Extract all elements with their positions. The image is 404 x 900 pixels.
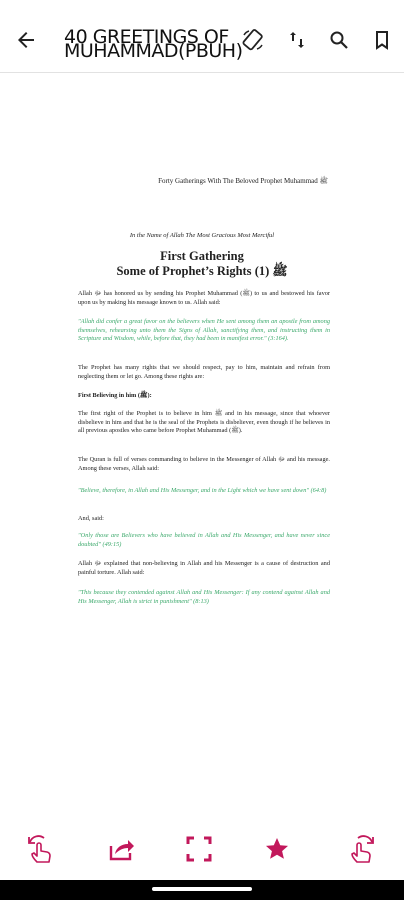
swipe-right-icon[interactable]: [344, 832, 378, 866]
bookmark-icon[interactable]: [370, 28, 394, 52]
paragraph-6: Allah ﷻ explained that non-believing in Allah and his Messenger is a cause of destruction and painful torture. Allah said:: [78, 560, 330, 576]
share-icon[interactable]: [104, 832, 138, 866]
paragraph-4: The Quran is full of verses commanding to believe in the Messenger of Allah ﷻ and his message. Among these verses, Allah said:: [78, 456, 330, 472]
search-icon[interactable]: [327, 28, 351, 52]
quote-2: "Believe, therefore, in Allah and His Messenger, and in the Light which we have sent down" (64:8): [78, 487, 327, 494]
section-heading: First Believing in him (ﷺ):: [78, 392, 152, 399]
screen-rotation-icon[interactable]: [241, 28, 265, 52]
swap-vertical-icon[interactable]: [285, 28, 309, 52]
paragraph-1: Allah ﷻ has honored us by sending his Prophet Muhammad (ﷺ) to us and bestowed his favor upon us by making his message known to us. Allah said:: [78, 290, 330, 306]
arrow-back-icon[interactable]: [14, 28, 38, 52]
gathering-subtitle: Some of Prophet’s Rights ﷺ (1): [116, 264, 288, 278]
gathering-title: First Gathering: [160, 249, 244, 263]
home-gesture-pill[interactable]: [152, 887, 252, 891]
book-header: Forty Gatherings With The Beloved Prophet Muhammad ﷺ: [158, 177, 328, 185]
page-title: 40 GREETINGS OF MUHAMMAD(PBUH): [64, 26, 243, 62]
star-icon[interactable]: [260, 832, 294, 866]
swipe-left-icon[interactable]: [24, 832, 58, 866]
paragraph-5: And, said:: [78, 515, 104, 522]
top-app-bar: [0, 0, 404, 73]
quote-3: "Only those are Believers who have believed in Allah and His Messenger, and have never since doubted" (49:15): [78, 532, 330, 548]
fullscreen-icon[interactable]: [182, 832, 216, 866]
quote-1: "Allah did confer a great favor on the believers when He sent among them an apostle from among themselves, rehearsing unto them the Signs of Allah, sanctifying them, and instructing them in Scripture and Wisdom, while, before that, they had been in manifest error." (3:164).: [78, 318, 330, 343]
paragraph-3: The first right of the Prophet is to believe in him ﷺ and in his message, since that whoever disbelieve in him and that he is the seal of the Prophets is disbeliever, even though if he believes in all previous apostles who came before Prophet Muhammad (ﷺ).: [78, 410, 330, 435]
bismillah-line: In the Name of Allah The Most Gracious Most Merciful: [129, 232, 275, 239]
quote-4: "This because they contended against Allah and His Messenger: If any contend against Allah and His Messenger, Allah is strict in punishment" (8:13): [78, 589, 330, 605]
paragraph-2: The Prophet has many rights that we should respect, pay to him, maintain and refrain from neglecting them or let go. Among these rights are:: [78, 364, 330, 380]
